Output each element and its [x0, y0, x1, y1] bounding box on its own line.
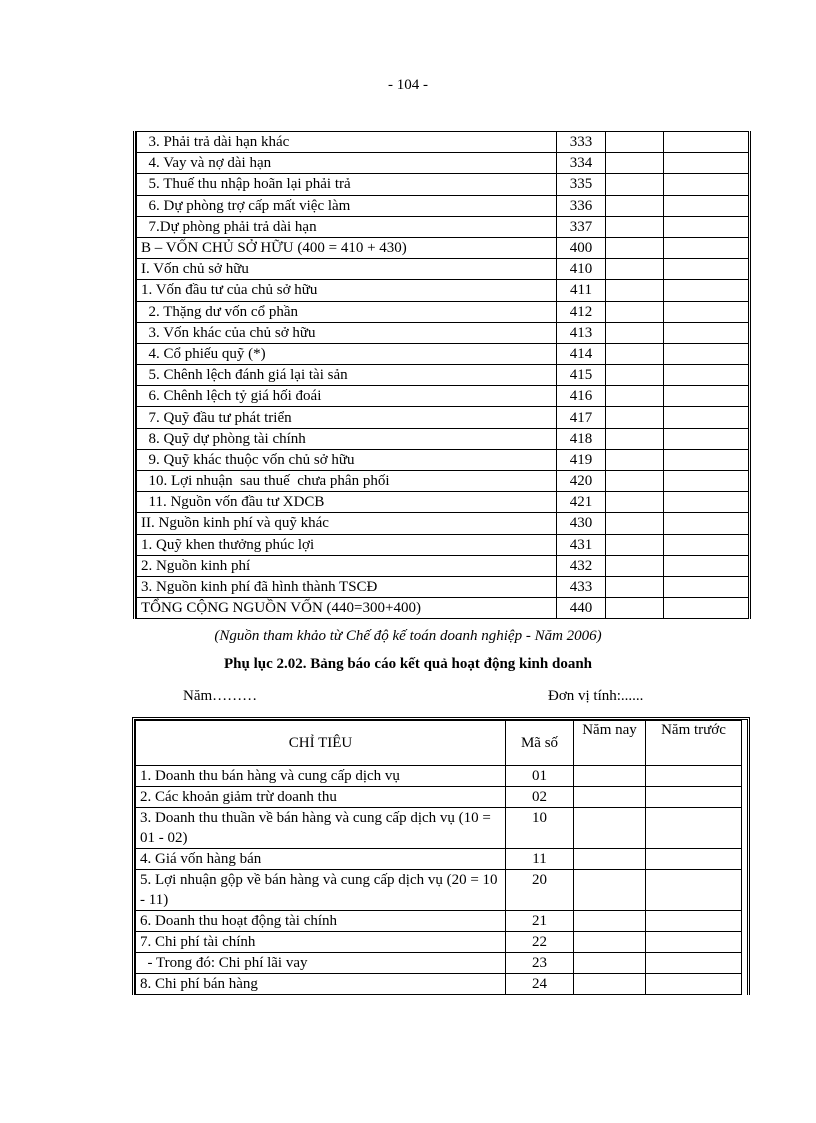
header-this-year: Năm nay — [574, 721, 646, 766]
row-code: 11 — [506, 849, 574, 870]
row-value-cell — [606, 365, 664, 386]
table-row — [136, 849, 742, 870]
row-code: 20 — [506, 870, 574, 911]
table-row — [137, 365, 749, 386]
row-label: II. Nguồn kinh phí và quỹ khác — [137, 513, 557, 534]
row-code: 24 — [506, 974, 574, 995]
row-value-cell — [664, 492, 749, 513]
row-code: 400 — [557, 237, 606, 258]
row-label: 5. Lợi nhuận gộp về bán hàng và cung cấp dịch vụ (20 = 10 - 11) — [136, 870, 506, 911]
row-code: 10 — [506, 808, 574, 849]
table-row — [137, 513, 749, 534]
row-value-cell — [606, 216, 664, 237]
table-row — [136, 766, 742, 787]
table-row — [137, 132, 749, 153]
row-label: 1. Vốn đầu tư của chủ sở hữu — [137, 280, 557, 301]
table-row — [137, 195, 749, 216]
row-value-cell — [664, 153, 749, 174]
table-row — [137, 174, 749, 195]
row-value-cell — [606, 513, 664, 534]
row-label: 6. Chênh lệch tỷ giá hối đoái — [137, 386, 557, 407]
row-code: 419 — [557, 449, 606, 470]
row-code: 431 — [557, 534, 606, 555]
row-code: 02 — [506, 787, 574, 808]
table-row — [137, 386, 749, 407]
row-code: 414 — [557, 343, 606, 364]
row-value-cell — [606, 534, 664, 555]
table-row — [137, 555, 749, 576]
row-value-cell — [606, 555, 664, 576]
row-code: 21 — [506, 911, 574, 932]
row-code: 420 — [557, 471, 606, 492]
table-row — [136, 870, 742, 911]
row-label: - Trong đó: Chi phí lãi vay — [136, 953, 506, 974]
row-code: 432 — [557, 555, 606, 576]
row-value-cell — [664, 195, 749, 216]
row-value-cell — [646, 953, 742, 974]
row-value-cell — [574, 766, 646, 787]
row-label: 8. Quỹ dự phòng tài chính — [137, 428, 557, 449]
row-code: 433 — [557, 576, 606, 597]
row-value-cell — [664, 386, 749, 407]
row-value-cell — [664, 301, 749, 322]
row-label: 5. Chênh lệch đánh giá lại tài sản — [137, 365, 557, 386]
table-row — [137, 322, 749, 343]
row-label: 7.Dự phòng phải trả dài hạn — [137, 216, 557, 237]
row-code: 337 — [557, 216, 606, 237]
table-row — [137, 576, 749, 597]
row-value-cell — [606, 471, 664, 492]
table-row — [137, 237, 749, 258]
row-value-cell — [664, 216, 749, 237]
row-value-cell — [664, 237, 749, 258]
table-row — [136, 932, 742, 953]
row-code: 23 — [506, 953, 574, 974]
row-value-cell — [606, 280, 664, 301]
row-value-cell — [664, 513, 749, 534]
row-value-cell — [606, 259, 664, 280]
income-statement-table-frame — [132, 717, 750, 995]
row-value-cell — [606, 153, 664, 174]
table-row — [137, 259, 749, 280]
row-code: 01 — [506, 766, 574, 787]
row-value-cell — [664, 259, 749, 280]
row-code: 416 — [557, 386, 606, 407]
row-label: 6. Dự phòng trợ cấp mất việc làm — [137, 195, 557, 216]
row-code: 415 — [557, 365, 606, 386]
row-label: 4. Giá vốn hàng bán — [136, 849, 506, 870]
row-value-cell — [574, 849, 646, 870]
balance-sheet-table — [136, 131, 749, 619]
row-label: 7. Quỹ đầu tư phát triển — [137, 407, 557, 428]
table-row — [136, 911, 742, 932]
row-label: 9. Quỹ khác thuộc vốn chủ sở hữu — [137, 449, 557, 470]
row-value-cell — [664, 322, 749, 343]
row-label: 3. Nguồn kinh phí đã hình thành TSCĐ — [137, 576, 557, 597]
row-label: 2. Các khoản giảm trừ doanh thu — [136, 787, 506, 808]
row-code: 411 — [557, 280, 606, 301]
row-label: 11. Nguồn vốn đầu tư XDCB — [137, 492, 557, 513]
row-label: 3. Phải trả dài hạn khác — [137, 132, 557, 153]
row-value-cell — [664, 407, 749, 428]
row-label: 8. Chi phí bán hàng — [136, 974, 506, 995]
row-value-cell — [574, 953, 646, 974]
row-label: 2. Thặng dư vốn cổ phần — [137, 301, 557, 322]
income-statement-table — [135, 720, 742, 995]
row-value-cell — [606, 343, 664, 364]
row-value-cell — [664, 132, 749, 153]
row-label: 1. Doanh thu bán hàng và cung cấp dịch vụ — [136, 766, 506, 787]
row-code: 418 — [557, 428, 606, 449]
row-code: 22 — [506, 932, 574, 953]
row-value-cell — [606, 195, 664, 216]
row-value-cell — [606, 576, 664, 597]
row-label: 5. Thuế thu nhập hoãn lại phải trả — [137, 174, 557, 195]
header-indicator: CHỈ TIÊU — [136, 721, 506, 766]
row-label: 1. Quỹ khen thưởng phúc lợi — [137, 534, 557, 555]
table-row — [136, 808, 742, 849]
row-code: 413 — [557, 322, 606, 343]
row-label: 7. Chi phí tài chính — [136, 932, 506, 953]
row-value-cell — [646, 974, 742, 995]
row-label: 2. Nguồn kinh phí — [137, 555, 557, 576]
row-value-cell — [606, 132, 664, 153]
table-row — [136, 974, 742, 995]
table-row — [137, 301, 749, 322]
row-value-cell — [664, 598, 749, 619]
source-note: (Nguồn tham khảo từ Chế độ kế toán doanh nghiệp - Năm 2006) — [214, 628, 602, 644]
row-value-cell — [574, 932, 646, 953]
row-code: 440 — [557, 598, 606, 619]
row-label: B – VỐN CHỦ SỞ HỮU (400 = 410 + 430) — [137, 237, 557, 258]
table-row — [137, 216, 749, 237]
page-number: - 104 - — [388, 77, 428, 93]
row-value-cell — [646, 870, 742, 911]
table-row — [136, 787, 742, 808]
table-row — [136, 953, 742, 974]
unit-label: Đơn vị tính:...... — [548, 688, 644, 704]
row-value-cell — [646, 766, 742, 787]
table-row — [137, 343, 749, 364]
row-code: 421 — [557, 492, 606, 513]
row-label: 3. Doanh thu thuần về bán hàng và cung cấp dịch vụ (10 = 01 - 02) — [136, 808, 506, 849]
row-label: 10. Lợi nhuận sau thuế chưa phân phối — [137, 471, 557, 492]
row-value-cell — [606, 449, 664, 470]
row-value-cell — [574, 974, 646, 995]
row-code: 336 — [557, 195, 606, 216]
row-value-cell — [606, 598, 664, 619]
row-value-cell — [664, 555, 749, 576]
row-value-cell — [664, 534, 749, 555]
balance-sheet-table-frame — [133, 131, 751, 619]
row-label: 4. Cổ phiếu quỹ (*) — [137, 343, 557, 364]
row-code: 410 — [557, 259, 606, 280]
row-label: TỔNG CỘNG NGUỒN VỐN (440=300+400) — [137, 598, 557, 619]
row-value-cell — [664, 471, 749, 492]
row-code: 334 — [557, 153, 606, 174]
row-value-cell — [646, 787, 742, 808]
row-value-cell — [574, 870, 646, 911]
table-row — [137, 428, 749, 449]
row-label: I. Vốn chủ sở hữu — [137, 259, 557, 280]
row-value-cell — [606, 237, 664, 258]
row-value-cell — [646, 911, 742, 932]
row-label: 3. Vốn khác của chủ sở hữu — [137, 322, 557, 343]
table-row — [137, 492, 749, 513]
row-value-cell — [574, 808, 646, 849]
row-value-cell — [664, 174, 749, 195]
header-last-year: Năm trước — [646, 721, 742, 766]
row-value-cell — [606, 428, 664, 449]
row-value-cell — [606, 386, 664, 407]
table-row — [137, 534, 749, 555]
year-label: Năm……… — [183, 688, 258, 704]
income-table-header-row — [136, 721, 742, 766]
table-row — [137, 471, 749, 492]
appendix-title: Phụ lục 2.02. Bảng báo cáo kết quả hoạt động kinh doanh — [223, 656, 593, 672]
row-value-cell — [664, 449, 749, 470]
row-value-cell — [664, 343, 749, 364]
table-row — [137, 598, 749, 619]
row-code: 335 — [557, 174, 606, 195]
header-code: Mã số — [506, 721, 574, 766]
row-value-cell — [664, 428, 749, 449]
row-value-cell — [664, 280, 749, 301]
row-value-cell — [574, 787, 646, 808]
row-code: 412 — [557, 301, 606, 322]
row-value-cell — [664, 365, 749, 386]
table-row — [137, 280, 749, 301]
table-row — [137, 449, 749, 470]
row-value-cell — [646, 849, 742, 870]
row-value-cell — [606, 174, 664, 195]
row-value-cell — [606, 492, 664, 513]
row-code: 333 — [557, 132, 606, 153]
row-label: 6. Doanh thu hoạt động tài chính — [136, 911, 506, 932]
row-label: 4. Vay và nợ dài hạn — [137, 153, 557, 174]
row-value-cell — [606, 301, 664, 322]
row-value-cell — [646, 932, 742, 953]
row-value-cell — [646, 808, 742, 849]
row-value-cell — [574, 911, 646, 932]
row-value-cell — [664, 576, 749, 597]
row-value-cell — [606, 407, 664, 428]
row-code: 430 — [557, 513, 606, 534]
row-code: 417 — [557, 407, 606, 428]
table-row — [137, 153, 749, 174]
table-row — [137, 407, 749, 428]
row-value-cell — [606, 322, 664, 343]
